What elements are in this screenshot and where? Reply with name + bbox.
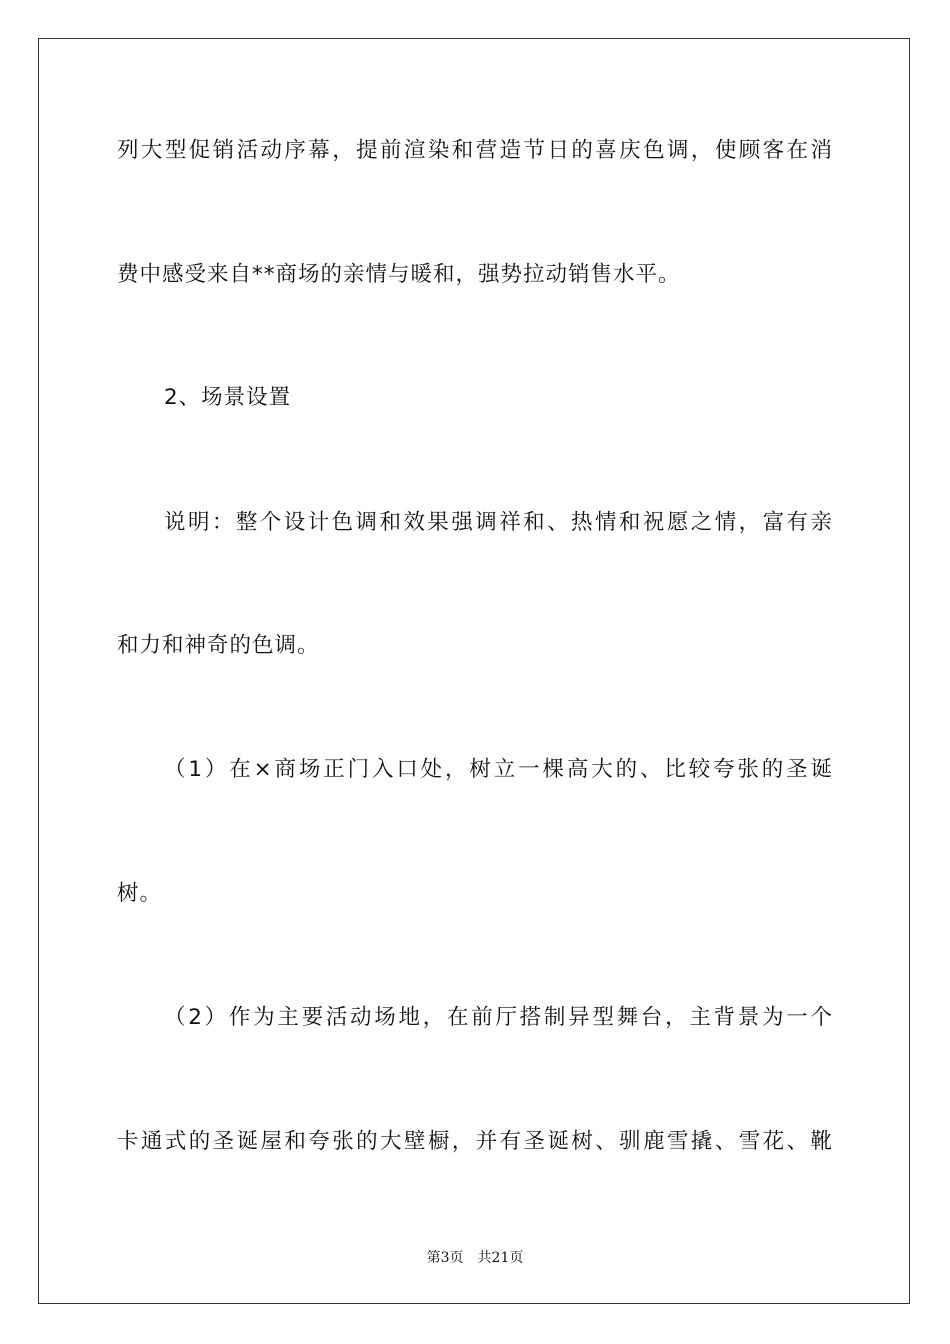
- body-line-5: 和力和神奇的色调。: [117, 633, 320, 658]
- section-heading: 2、场景设置: [164, 385, 292, 410]
- body-line-4: 说明：整个设计色调和效果强调祥和、热情和祝愿之情，富有亲: [164, 510, 833, 535]
- body-line-7: 树。: [117, 881, 163, 906]
- body-line-2: 费中感受来自**商场的亲情与暖和，强势拉动销售水平。: [117, 262, 681, 287]
- page-border: [38, 38, 910, 1304]
- body-line-1: 列大型促销活动序幕，提前渲染和营造节日的喜庆色调，使顾客在消: [117, 138, 833, 163]
- body-line-9: 卡通式的圣诞屋和夸张的大壁橱，并有圣诞树、驯鹿雪撬、雪花、靴: [117, 1129, 833, 1154]
- page-number: 第3页: [426, 1250, 464, 1266]
- body-line-6: （1）在×商场正门入口处，树立一棵高大的、比较夸张的圣诞: [164, 757, 833, 782]
- page-footer: [0, 1248, 950, 1268]
- page-total: 共21页: [477, 1250, 524, 1266]
- body-line-8: （2）作为主要活动场地，在前厅搭制异型舞台，主背景为一个: [164, 1005, 833, 1030]
